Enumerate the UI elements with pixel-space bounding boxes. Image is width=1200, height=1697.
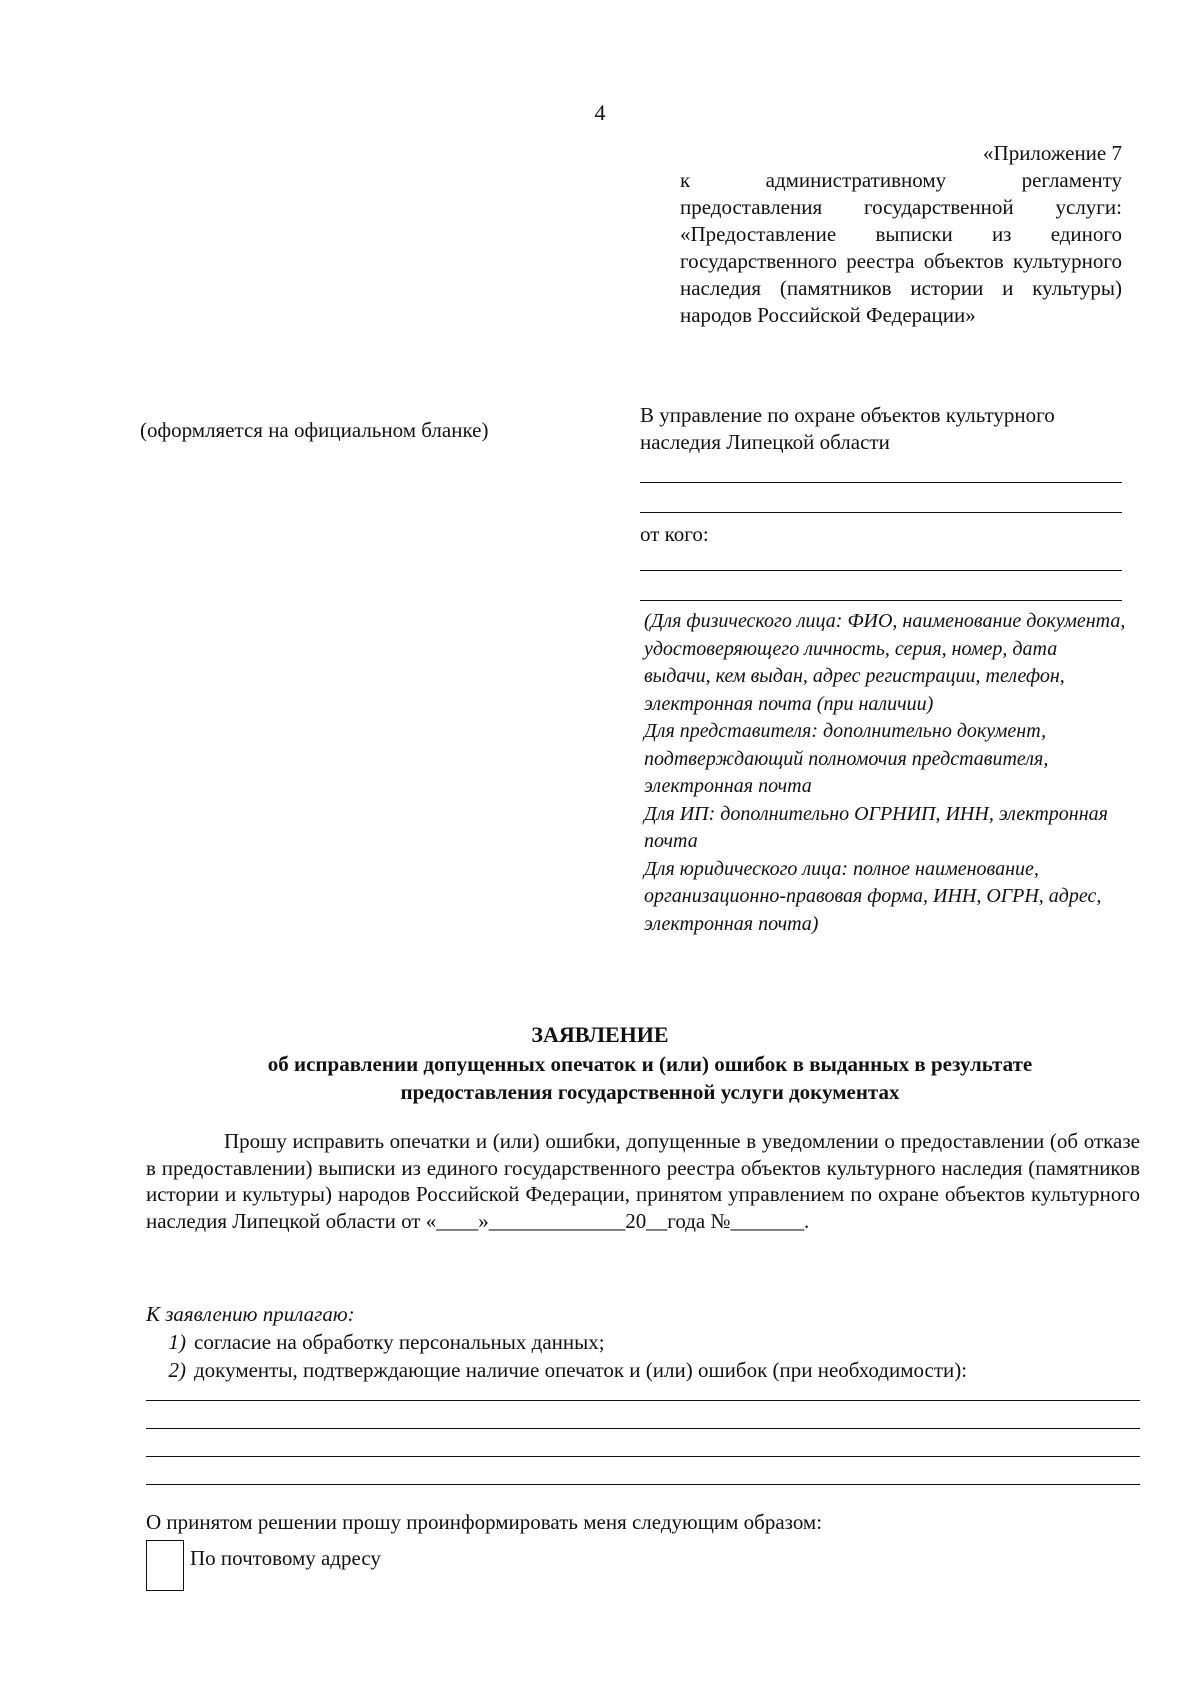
postal-checkbox[interactable] (146, 1540, 184, 1591)
instruction-representative: Для представителя: дополнительно документ, подтверждающий полномочия представителя, электронная почта (644, 720, 1049, 797)
from-line-2[interactable] (640, 600, 1122, 601)
attachments-list (146, 1328, 967, 1384)
list-item-text: согласие на обработку персональных данных; (194, 1330, 605, 1354)
list-item (146, 1328, 967, 1356)
page-number: 4 (594, 100, 606, 125)
attachment-line-3[interactable] (146, 1456, 1140, 1457)
attachment-line-2[interactable] (146, 1428, 1140, 1429)
inform-label: О принятом решении прошу проинформировать меня следующим образом: (146, 1510, 823, 1534)
attachments-label: К заявлению прилагаю: (146, 1302, 355, 1326)
addressee-line-1[interactable] (640, 482, 1122, 483)
document-title: ЗАЯВЛЕНИЕ (531, 1022, 669, 1047)
list-item (146, 1356, 967, 1384)
request-text (146, 1128, 1140, 1234)
from-label: от кого: (640, 522, 709, 546)
form-note: (оформляется на официальном бланке) (140, 418, 489, 442)
instruction-legal-entity: Для юридического лица: полное наименование, организационно-правовая форма, ИНН, ОГРН, адрес, электронная почта) (644, 857, 1102, 935)
appendix-body: к административному регламенту предоставления государственной услуги: «Предоставление выписки из единого государственного реестра объектов культурного наследия (памятников истории и культуры) народов Российской Федерации» (680, 168, 1122, 327)
option-postal-label: По почтовому адресу (190, 1546, 381, 1570)
list-item-number: 1) (168, 1330, 186, 1354)
addressee-line-2[interactable] (640, 512, 1122, 513)
document-subtitle: об исправлении допущенных опечаток и (или) ошибок в выданных в результате предоставления государственной услуги документах (267, 1052, 1033, 1104)
instruction-individual: (Для физического лица: ФИО, наименование документа, удостоверяющего личность, серия, номер, дата выдачи, кем выдан, адрес регистрации, телефон, электронная почта (при наличии) (644, 610, 1126, 715)
list-item-number: 2) (168, 1358, 186, 1382)
attachment-line-4[interactable] (146, 1484, 1140, 1485)
from-line-1[interactable] (640, 570, 1122, 571)
instruction-entrepreneur: Для ИП: дополнительно ОГРНИП, ИНН, электронная почта (644, 802, 1108, 852)
appendix-header (680, 140, 1122, 329)
list-item-text: документы, подтверждающие наличие опечаток и (или) ошибок (при необходимости): (194, 1358, 968, 1382)
applicant-instructions (644, 608, 1126, 938)
request-text-content: Прошу исправить опечатки и (или) ошибки, допущенные в уведомлении о предоставлении (об отказе в предоставлении) выписки из единого государственного реестра объектов культурного наследия (памятников истории и культуры) народов Российской Федерации, принятом управлением по охране объектов культурного наследия Липецкой области от «____»_____________20__года №_______. (146, 1129, 1140, 1233)
appendix-title: «Приложение 7 (983, 141, 1122, 165)
attachment-line-1[interactable] (146, 1400, 1140, 1401)
postal-checkbox-bottom (146, 1590, 184, 1591)
addressee: В управление по охране объектов культурного наследия Липецкой области (640, 403, 1055, 454)
